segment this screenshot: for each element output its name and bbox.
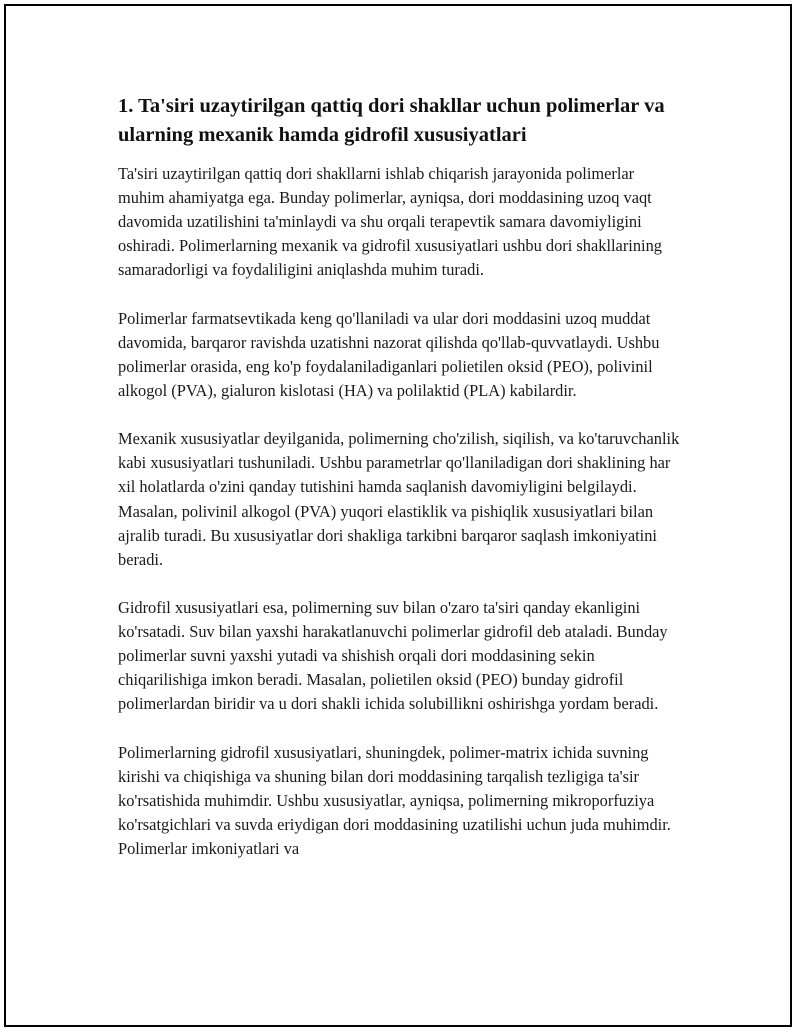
paragraph: Gidrofil xususiyatlari esa, polimerning suv bilan o'zaro ta'siri qanday ekanligini ko'rsatadi. Suv bilan yaxshi harakatlanuvchi polimerlar gidrofil deb ataladi. Bunday polimerlar suvni yaxshi yutadi va shishish orqali dori moddasining sekin chiqarilishiga imkon beradi. Masalan, polietilen oksid (PEO) bunday gidrofil polimerlardan biridir va u dori shakli ichida solubillikni oshirishga yordam beradi. — [118, 597, 668, 714]
paragraph: Ta'siri uzaytirilgan qattiq dori shakllarni ishlab chiqarish jarayonida polimerlar muhim ahamiyatga ega. Bunday polimerlar, ayniqsa, dori moddasining uzoq vaqt davomida uzatilishini ta'minlaydi va shu orqali terapevtik samara davomiyligini oshiradi. Polimerlarning mexanik va gidrofil xususiyatlari ushbu dori shakllarining samaradorligi va foydaliligini aniqlashda muhim turadi. — [118, 164, 662, 280]
paragraph: Polimerlarning gidrofil xususiyatlari, shuningdek, polimer-matrix ichida suvning kirishi va chiqishiga va shuning bilan dori moddasining tarqalish tezligiga ta'sir ko'rsatishida muhimdir. Ushbu xususiyatlar, ayniqsa, polimerning mikroporfuziya ko'rsatgichlari va suvda eriydigan dori moddasining uzatilishi uchun juda muhimdir. Polimerlar imkoniyatlari va — [118, 742, 671, 858]
paragraph: Polimerlar farmatsevtikada keng qo'llaniladi va ular dori moddasini uzoq muddat davomida, barqaror ravishda uzatishni nazorat qilishda qo'llab-quvvatlaydi. Ushbu polimerlar orasida, eng ko'p foydalaniladiganlari polietilen oksid (PEO), polivinil alkogol (PVA), gialuron kislotasi (HA) va polilaktid (PLA) kabilardir. — [118, 308, 660, 400]
paragraph: Mexanik xususiyatlar deyilganida, polimerning cho'zilish, siqilish, va ko'taruvchanlik kabi xususiyatlari tushuniladi. Ushbu parametrlar qo'llaniladigan dori shaklining har xil holatlarda o'zini qanday tutishini hamda saqlanish davomiyligini belgilaydi. Masalan, polivinil alkogol (PVA) yuqori elastiklik va pishiqlik xususiyatlari bilan ajralib turadi. Bu xususiyatlar dori shakliga tarkibni barqaror saqlash imkoniyatini beradi. — [118, 429, 680, 569]
document-body — [118, 92, 684, 885]
section-heading: 1. Ta'siri uzaytirilgan qattiq dori shakllar uchun polimerlar va ularning mexanik hamda gidrofil xususiyatlari — [118, 95, 665, 146]
